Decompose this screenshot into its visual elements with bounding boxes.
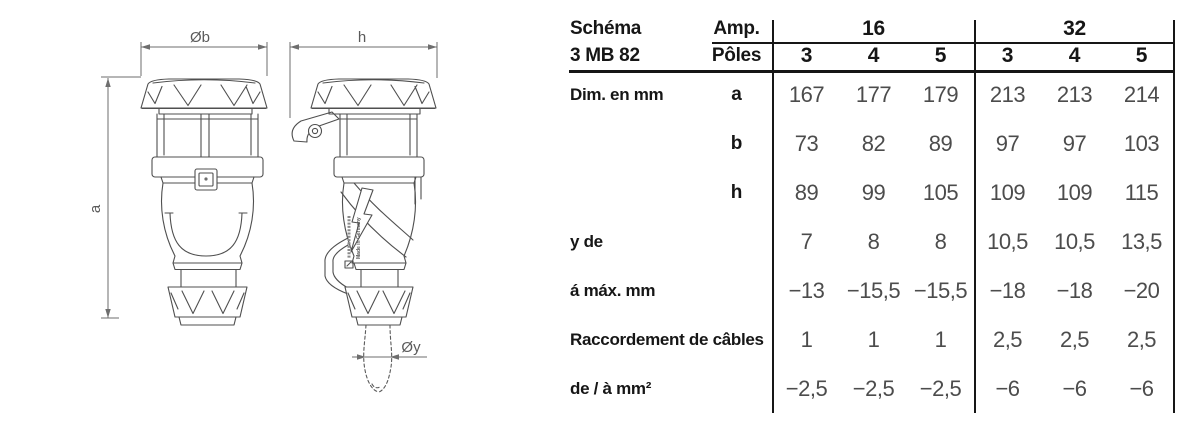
cell-value: 89 [928, 130, 953, 156]
cell-value: 177 [855, 81, 892, 107]
cell-value: 2,5 [1059, 326, 1090, 352]
amp-label: Amp. [713, 17, 760, 39]
row-label: Raccordement de câbles [570, 329, 764, 349]
neck-outline [340, 114, 417, 157]
pole-header: 4 [1068, 44, 1081, 67]
cell-value: −20 [1123, 277, 1160, 303]
cell-value: −15,5 [846, 277, 901, 303]
dim-length-a [87, 77, 141, 318]
cell-value: 214 [1123, 81, 1160, 107]
table-divider-right [1173, 20, 1175, 413]
cell-value: 213 [1056, 81, 1093, 107]
grip-sweep-lines [341, 183, 413, 257]
row-label: á máx. mm [570, 280, 656, 300]
cell-value: 109 [989, 179, 1026, 205]
pole-header: 5 [1135, 44, 1148, 67]
pole-header: 3 [800, 44, 813, 67]
cell-value: 2,5 [992, 326, 1023, 352]
cell-value: −18 [1056, 277, 1093, 303]
cell-value: 1 [867, 326, 880, 352]
row-sublabel [700, 364, 773, 413]
cell-value: 10,5 [987, 228, 1028, 254]
cell-value: 2,5 [1126, 326, 1157, 352]
cell-value: 97 [995, 130, 1020, 156]
dim-label-diameter-b: Øb [189, 29, 211, 46]
row-label: de / à mm² [570, 378, 652, 398]
cell-value: 73 [794, 130, 819, 156]
cell-value: 105 [922, 179, 959, 205]
table-divider-left [772, 20, 774, 413]
body-outline [342, 183, 415, 263]
lightning-bolt-logo [351, 188, 373, 252]
connector-front-view [141, 79, 267, 325]
cell-value: 99 [861, 179, 886, 205]
cell-value: 1 [800, 326, 813, 352]
dim-cable-diameter-y [352, 339, 427, 360]
cell-value: −13 [788, 277, 825, 303]
table-rule-thin [712, 42, 1175, 44]
cell-value: 7 [800, 228, 813, 254]
dim-label-length-a: a [87, 204, 104, 214]
cell-value: −6 [995, 375, 1020, 401]
pole-header: 3 [1001, 44, 1014, 67]
cell-value: 179 [922, 81, 959, 107]
cell-value: 109 [1056, 179, 1093, 205]
row-sublabel [700, 266, 773, 315]
socket-face-curve [165, 213, 247, 256]
cell-value: 97 [1062, 130, 1087, 156]
cell-value: 8 [934, 228, 947, 254]
dim-label-height-h: h [357, 29, 367, 46]
spec-table [563, 15, 1175, 413]
table-divider-middle [974, 20, 976, 413]
poles-label: Pôles [711, 45, 762, 66]
amp-group-32: 32 [1063, 16, 1086, 40]
row-label [563, 119, 700, 168]
cell-value: 8 [867, 228, 880, 254]
cap-outline [311, 79, 436, 108]
table-rule-thick [569, 70, 1175, 73]
cell-value: −6 [1129, 375, 1154, 401]
cell-value: −15,5 [913, 277, 968, 303]
row-sublabel: b [730, 132, 743, 154]
cell-value: 89 [794, 179, 819, 205]
row-label: y de [570, 231, 603, 251]
dim-diameter-b [141, 29, 267, 76]
neck-outline [157, 114, 258, 157]
cell-value: 213 [989, 81, 1026, 107]
cell-value: −2,5 [919, 375, 962, 401]
row-sublabel [700, 217, 773, 266]
row-sublabel [700, 315, 773, 364]
cell-value: 103 [1123, 130, 1160, 156]
cell-value: 167 [788, 81, 825, 107]
made-in-germany-text: Made in Germany [356, 217, 362, 259]
cell-value: 82 [861, 130, 886, 156]
cell-value: −2,5 [785, 375, 828, 401]
cell-value: 10,5 [1054, 228, 1095, 254]
cell-value: −2,5 [852, 375, 895, 401]
row-sublabel: h [730, 181, 743, 203]
collar [334, 157, 424, 177]
row-label [563, 168, 700, 217]
dim-label-cable-diameter-y: Øy [401, 339, 421, 356]
body-outline [162, 183, 254, 263]
technical-drawing [0, 0, 560, 427]
row-label: Dim. en mm [570, 84, 664, 104]
cable-dashed-outline [364, 325, 392, 392]
pole-header: 5 [934, 44, 947, 67]
cell-value: 13,5 [1121, 228, 1162, 254]
cell-value: −6 [1062, 375, 1087, 401]
cell-value: 1 [934, 326, 947, 352]
amp-group-16: 16 [862, 16, 885, 40]
cell-value: 115 [1124, 179, 1159, 205]
cap-outline [141, 79, 267, 108]
row-sublabel: a [731, 83, 742, 105]
schema-value: 3 MB 82 [570, 45, 640, 66]
cell-value: −18 [989, 277, 1026, 303]
schema-label: Schéma [570, 17, 642, 39]
pole-header: 4 [867, 44, 880, 67]
gland-nut [168, 287, 247, 317]
hinge-pin [309, 125, 322, 138]
